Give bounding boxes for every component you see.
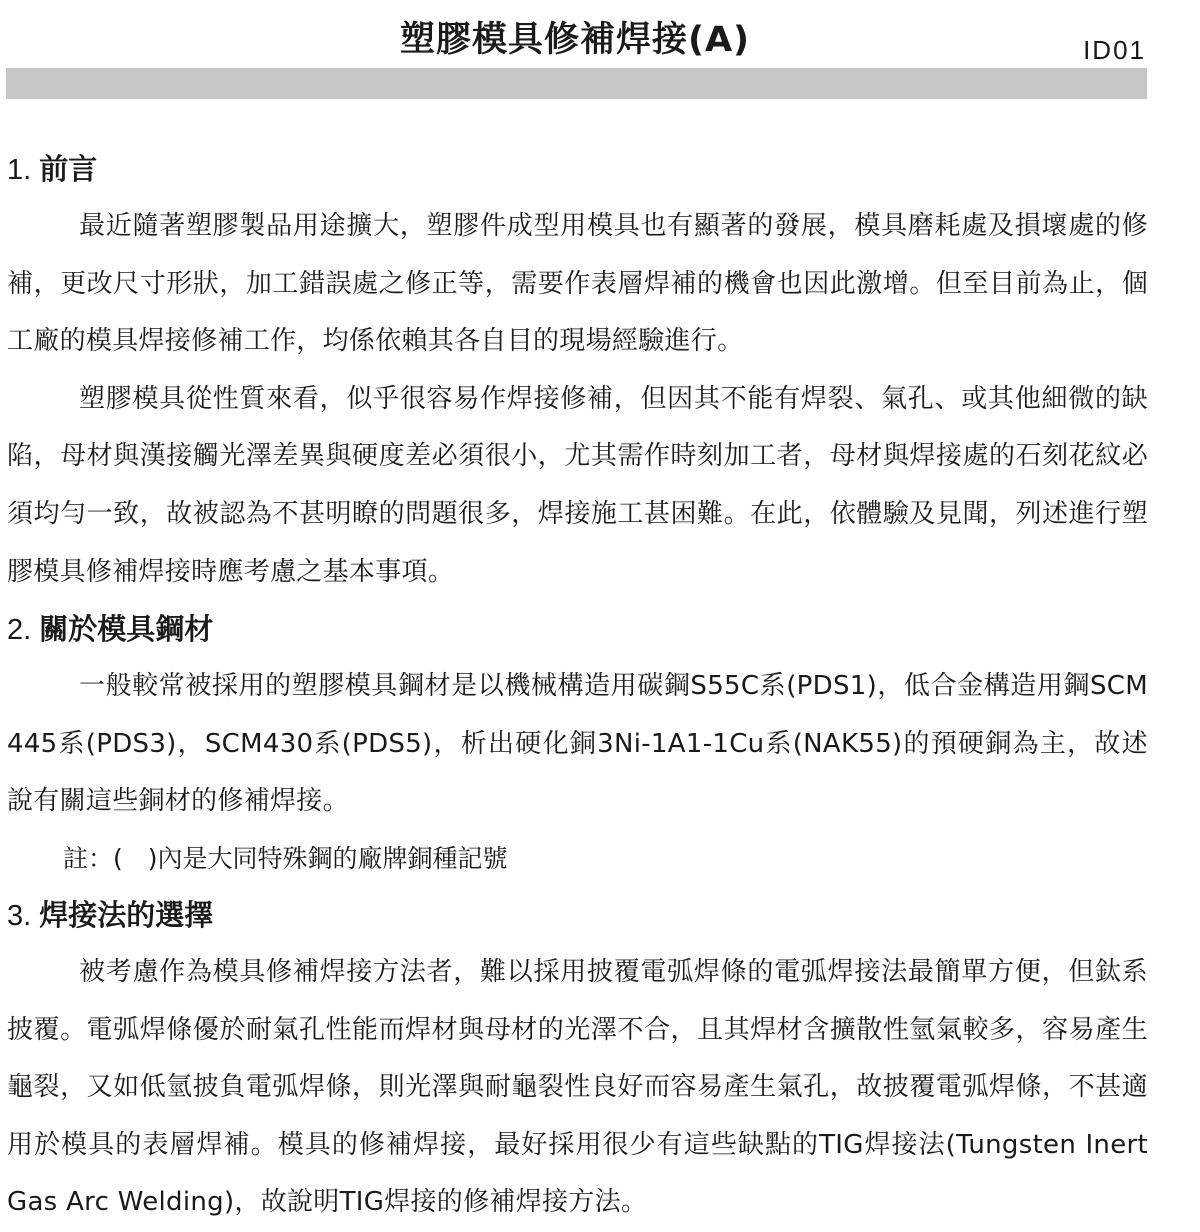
- section-heading-mold-steel: [7, 601, 1148, 658]
- paragraph: 被考慮作為模具修補焊接方法者，難以採用披覆電弧焊條的電弧焊接法最簡單方便，但鈦系披覆。電弧焊條優於耐氣孔性能而焊材與母材的光澤不合，且其焊材含擴散性氫氣較多，容易產生龜裂，又如低氫披負電弧焊條，則光澤與耐龜裂性良好而容易產生氣孔，故披覆電弧焊條，不甚適用於模具的表層焊補。模具的修補焊接，最好採用很少有這些缺點的TIG焊接法(Tungsten Inert Gas Arc Welding)，故說明TIG焊接的修補焊接方法。: [7, 956, 1148, 1218]
- section-heading-welding-method: [7, 887, 1148, 944]
- section-title: 關於模具鋼材: [39, 612, 214, 647]
- note: 註：( )內是大同特殊鋼的廠牌銅種記號: [63, 843, 508, 873]
- paragraph: 塑膠模具從性質來看，似乎很容易作焊接修補，但因其不能有焊裂、氣孔、或其他細微的缺陷，母材與漢接觸光澤差異與硬度差必須很小，尤其需作時刻加工者，母材與焊接處的石刻花紋必須均勻一致，故被認為不甚明瞭的問題很多，焊接施工甚困難。在此，依體驗及見聞，列述進行塑膠模具修補焊接時應考慮之基本事項。: [7, 383, 1148, 587]
- document-body: [7, 141, 1148, 1232]
- section-heading-introduction: [7, 141, 1148, 198]
- document-id: ID01: [1083, 35, 1146, 65]
- document-title: 塑膠模具修補焊接(A): [399, 20, 751, 60]
- paragraph: 一般較常被採用的塑膠模具鋼材是以機械構造用碳鋼S55C系(PDS1)，低合金構造用鋼SCM445系(PDS3)，SCM430系(PDS5)，析出硬化銅3Ni-1A1-1Cu系(NAK55)的預硬銅為主，故述說有關這些銅材的修補焊接。: [7, 671, 1148, 817]
- section-number: 2.: [7, 614, 32, 647]
- section-title: 焊接法的選擇: [39, 897, 214, 932]
- section-number: 1.: [7, 154, 32, 186]
- title-divider-bar: [6, 68, 1147, 99]
- section-number: 3.: [7, 899, 32, 932]
- document-header: [0, 0, 1200, 110]
- paragraph: 最近隨著塑膠製品用途擴大，塑膠件成型用模具也有顯著的發展，模具磨耗處及損壞處的修補，更改尺寸形狀，加工錯誤處之修正等，需要作表層焊補的機會也因此激增。但至目前為止，個工廠的模具焊接修補工作，均係依賴其各自目的現場經驗進行。: [7, 211, 1148, 357]
- section-title: 前言: [39, 152, 98, 186]
